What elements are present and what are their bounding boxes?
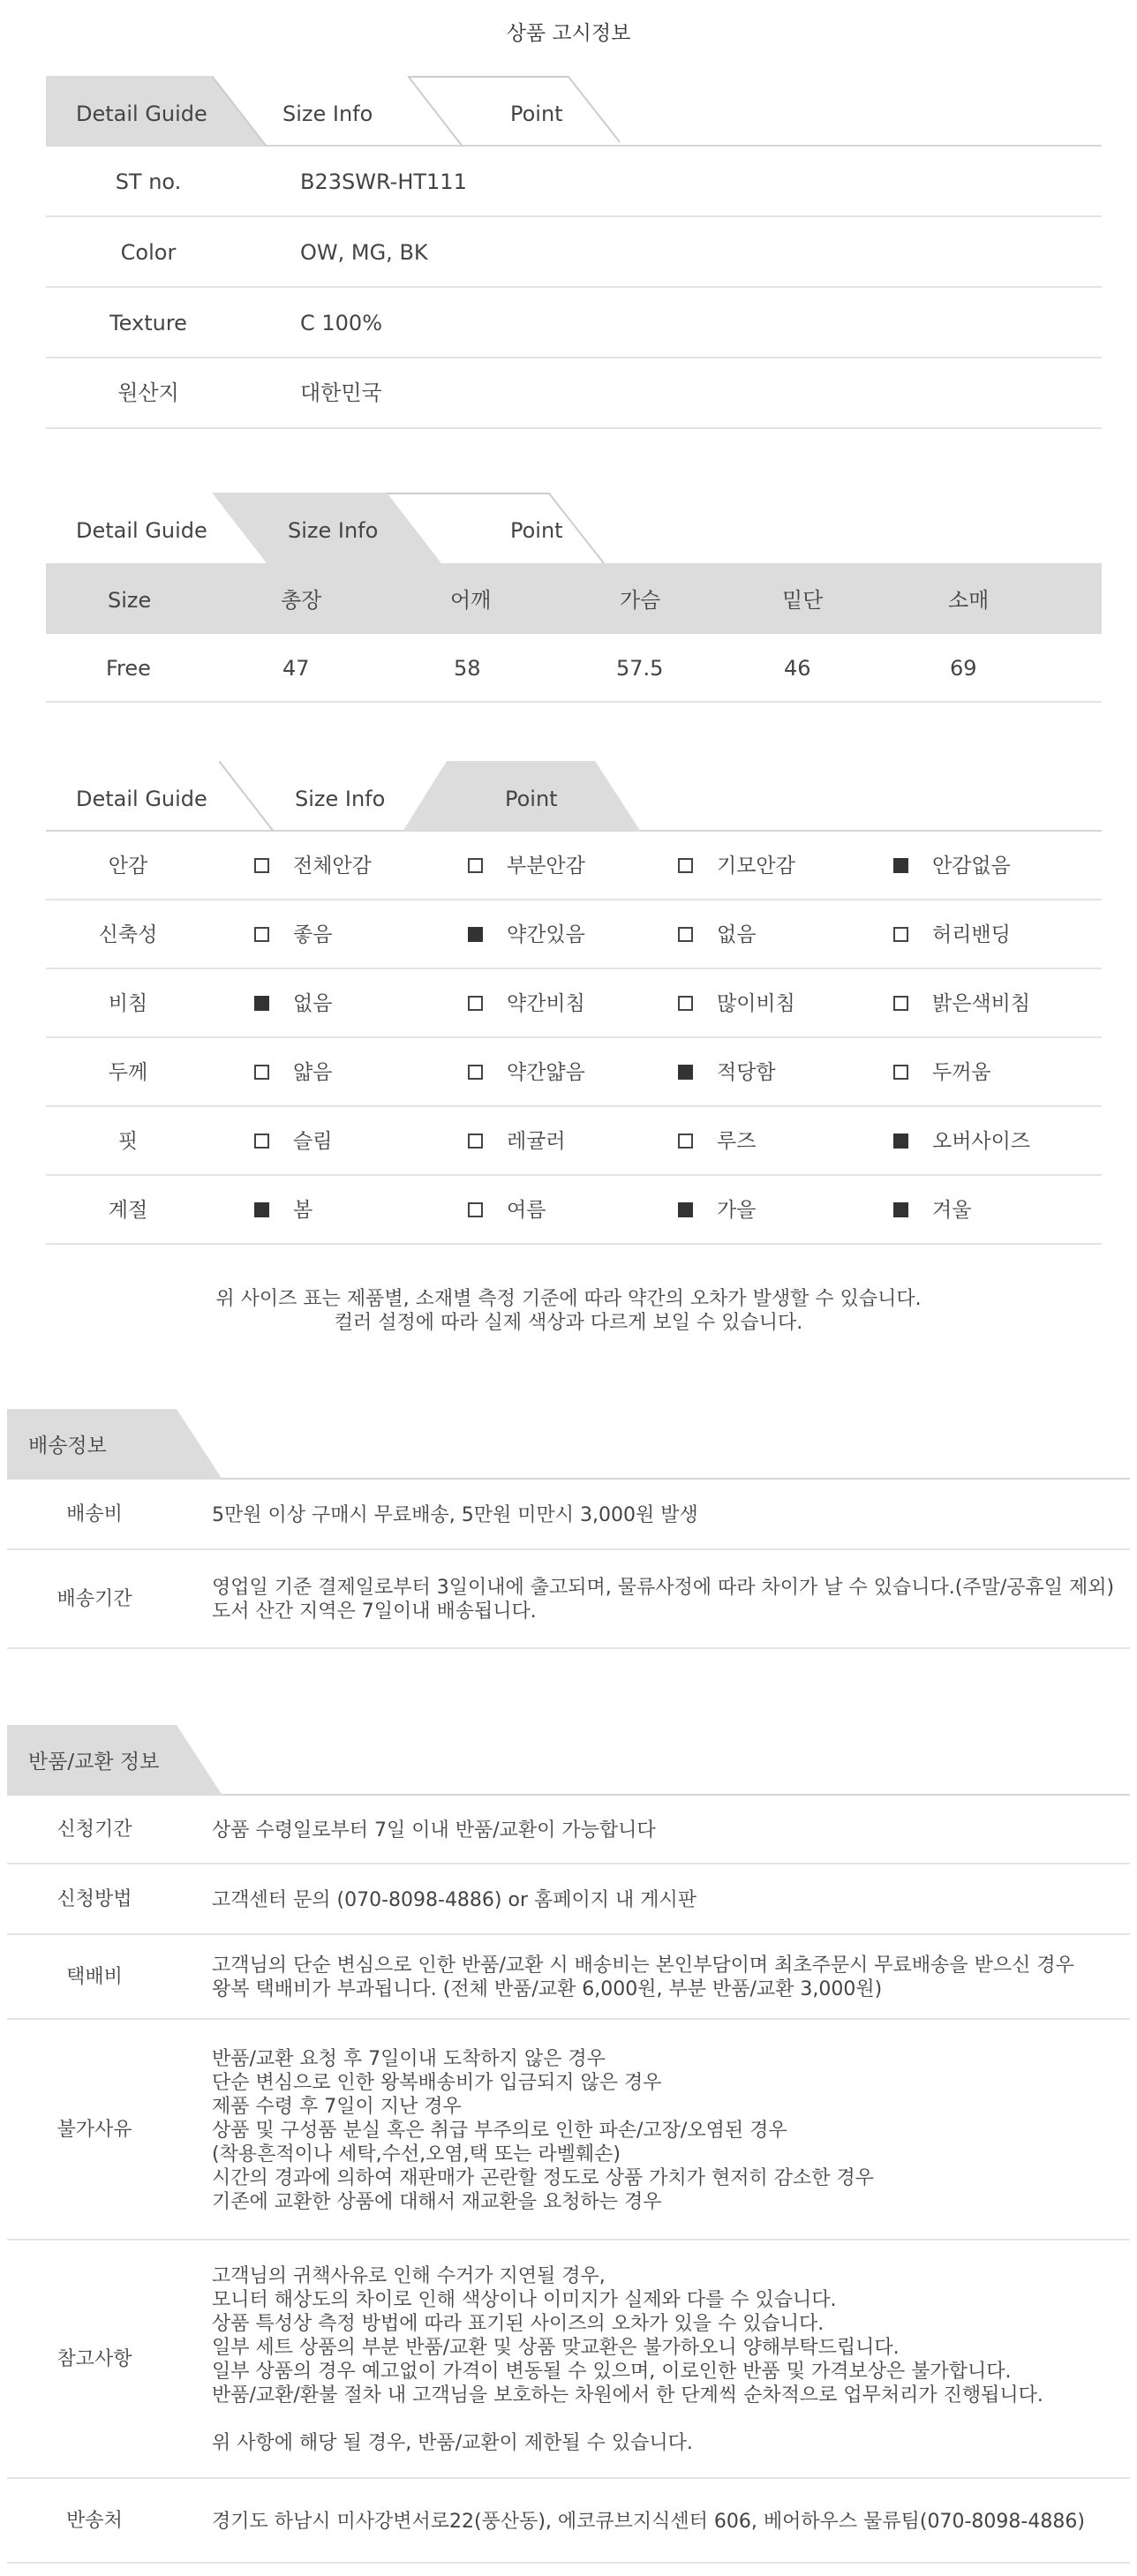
value-line: 일부 세트 상품의 부분 반품/교환 및 상품 맞교환은 불가하오니 양해부탁드립니다.: [212, 2337, 900, 2359]
detail-row: [46, 147, 1102, 217]
point-label: 핏: [117, 1130, 139, 1153]
returns-label: 택배비: [66, 1966, 123, 1988]
detail-value: C 100%: [300, 311, 382, 335]
value-line: 위 사항에 해당 될 경우, 반품/교환이 제한될 수 있습니다.: [212, 2432, 693, 2454]
tab-label: Size Info: [295, 787, 386, 811]
point-option: [678, 1176, 881, 1245]
tab-label: Point: [510, 102, 563, 126]
unchecked-box-icon: [468, 1134, 483, 1149]
point-option: [893, 832, 1096, 900]
returns-label: 신청기간: [56, 1819, 132, 1841]
unchecked-box-icon: [468, 1202, 483, 1217]
shipping-section-header: [7, 1409, 1130, 1480]
unchecked-box-icon: [468, 858, 483, 873]
value-line: [212, 2407, 1121, 2431]
size-header-cell: 가슴: [620, 588, 661, 613]
tab-label: Point: [510, 518, 563, 543]
size-header-cell: 밑단: [782, 588, 824, 613]
value-line: 고객님의 귀책사유로 인해 수거가 지연될 경우,: [212, 2265, 606, 2287]
value-line: 고객센터 문의 (070-8098-4886) or 홈페이지 내 게시판: [212, 1889, 697, 1911]
point-option-label: 봄: [293, 1199, 313, 1222]
point-option: [678, 1107, 881, 1176]
value-line: (착용흔적이나 세탁,수선,오염,택 또는 라벨훼손): [212, 2143, 621, 2165]
unchecked-box-icon: [254, 858, 269, 873]
checked-box-icon: [678, 1202, 693, 1217]
section-title: 배송정보: [28, 1435, 107, 1457]
point-option: [893, 900, 1096, 969]
size-cell: 47: [282, 656, 310, 681]
point-option: [678, 1038, 881, 1107]
value-line: 기존에 교환한 상품에 대해서 재교환을 요청하는 경우: [212, 2191, 662, 2213]
point-option-label: 약간얇음: [507, 1061, 585, 1084]
returns-row: [7, 1864, 1130, 1935]
checked-box-icon: [254, 1202, 269, 1217]
returns-value: [212, 2047, 1121, 2214]
point-option-label: 없음: [717, 923, 757, 946]
returns-row: [7, 2020, 1130, 2241]
returns-row: [7, 2479, 1130, 2564]
point-option-label: 두꺼움: [932, 1061, 991, 1084]
value-line: 상품 및 구성품 분실 혹은 취급 부주의로 인한 파손/고장/오염된 경우: [212, 2120, 787, 2142]
detail-value: OW, MG, BK: [300, 240, 428, 265]
value-line: 상품 특성상 측정 방법에 따라 표기된 사이즈의 오차가 있을 수 있습니다.: [212, 2313, 825, 2335]
checked-box-icon: [893, 1202, 908, 1217]
value-line: 도서 산간 지역은 7일이내 배송됩니다.: [212, 1601, 537, 1623]
detail-label: Texture: [109, 311, 187, 335]
point-option-label: 오버사이즈: [932, 1130, 1031, 1153]
point-option: [254, 1176, 457, 1245]
point-option-label: 약간비침: [507, 992, 585, 1015]
section-title: 반품/교환 정보: [28, 1751, 160, 1774]
point-option: [254, 1107, 457, 1176]
detail-value: 대한민국: [300, 380, 382, 405]
tab-label: Point: [505, 787, 558, 811]
size-table-header: [46, 563, 1102, 634]
unchecked-box-icon: [254, 1065, 269, 1080]
tab-strip-size: [46, 493, 1102, 563]
point-row: [46, 832, 1102, 900]
point-option-label: 겨울: [932, 1199, 972, 1222]
value-line: 시간의 경과에 의하여 재판매가 곤란할 정도로 상품 가치가 현저히 감소한 경우: [212, 2167, 874, 2189]
point-option-label: 약간있음: [507, 923, 585, 946]
value-line: 일부 상품의 경우 예고없이 가격이 변동될 수 있으며, 이로인한 반품 및 가격보상은 불가합니다.: [212, 2361, 1012, 2383]
point-label: 안감: [108, 855, 148, 877]
shipping-value: [212, 1576, 1121, 1623]
point-option: [468, 1038, 671, 1107]
size-cell: 46: [784, 656, 811, 681]
tab-point[interactable]: [403, 761, 650, 832]
checked-box-icon: [678, 1065, 693, 1080]
tab-shape: [387, 493, 616, 563]
point-option: [254, 832, 457, 900]
point-option: [893, 1107, 1096, 1176]
point-option-label: 슬림: [293, 1130, 333, 1153]
point-row: [46, 1038, 1102, 1107]
tab-label: Detail Guide: [76, 787, 207, 811]
checked-box-icon: [468, 927, 483, 942]
point-option-label: 얇음: [293, 1061, 333, 1084]
size-cell: 69: [950, 656, 977, 681]
point-option-label: 전체안감: [293, 855, 372, 877]
shipping-label: 배송비: [66, 1503, 123, 1525]
unchecked-box-icon: [678, 927, 693, 942]
tab-point[interactable]: [408, 76, 620, 147]
returns-label: 신청방법: [56, 1888, 132, 1910]
tab-label: Detail Guide: [76, 518, 207, 543]
point-option-label: 없음: [293, 992, 333, 1015]
point-option-label: 부분안감: [507, 855, 585, 877]
unchecked-box-icon: [468, 996, 483, 1011]
point-option-label: 좋음: [293, 923, 333, 946]
returns-label: 참고사항: [56, 2348, 132, 2370]
point-option: [678, 969, 881, 1038]
size-cell: 58: [454, 656, 481, 681]
returns-row: [7, 2241, 1130, 2479]
value-line: 고객님의 단순 변심으로 인한 반품/교환 시 배송비는 본인부담이며 최초주문시 무료배송을 받으신 경우: [212, 1955, 1074, 1977]
point-option-label: 안감없음: [932, 855, 1011, 877]
size-cell: 57.5: [616, 656, 664, 681]
tab-label: Size Info: [282, 102, 373, 126]
shipping-row: [7, 1480, 1130, 1550]
point-option: [468, 900, 671, 969]
tab-label: Size Info: [288, 518, 379, 543]
unchecked-box-icon: [678, 1134, 693, 1149]
point-option: [893, 1176, 1096, 1245]
detail-row: [46, 217, 1102, 288]
returns-label: 불가사유: [56, 2119, 132, 2141]
shipping-row: [7, 1550, 1130, 1649]
shipping-value: [212, 1503, 1121, 1527]
point-option: [254, 969, 457, 1038]
returns-row: [7, 1935, 1130, 2020]
detail-row: [46, 358, 1102, 429]
returns-value: [212, 1954, 1121, 2001]
point-row: [46, 900, 1102, 969]
tab-point[interactable]: [387, 493, 616, 563]
value-line: 단순 변심으로 인한 왕복배송비가 입금되지 않은 경우: [212, 2072, 662, 2094]
value-line: 왕복 택배비가 부과됩니다. (전체 반품/교환 6,000원, 부분 반품/교환 3,000원): [212, 1978, 883, 2000]
point-option: [254, 1038, 457, 1107]
point-row: [46, 1176, 1102, 1245]
point-option-label: 적당함: [717, 1061, 776, 1084]
unchecked-box-icon: [678, 996, 693, 1011]
value-line: 제품 수령 후 7일이 지난 경우: [212, 2096, 462, 2118]
point-option-label: 여름: [507, 1199, 546, 1222]
unchecked-box-icon: [254, 927, 269, 942]
point-option-label: 기모안감: [717, 855, 795, 877]
shipping-label: 배송기간: [56, 1588, 132, 1610]
returns-value: [212, 2510, 1121, 2534]
point-option-label: 허리밴딩: [932, 923, 1011, 946]
point-label: 신축성: [98, 923, 158, 946]
unchecked-box-icon: [893, 996, 908, 1011]
unchecked-box-icon: [254, 1134, 269, 1149]
checked-box-icon: [893, 858, 908, 873]
returns-value: [212, 1819, 1121, 1842]
tab-strip-detail: [46, 76, 1102, 147]
point-option: [468, 1107, 671, 1176]
notice-line: 위 사이즈 표는 제품별, 소재별 측정 기준에 따라 약간의 오차가 발생할 수 있습니다.: [215, 1288, 922, 1310]
point-option-label: 많이비침: [717, 992, 795, 1015]
returns-value: [212, 2264, 1121, 2455]
point-option: [678, 900, 881, 969]
value-line: 반품/교환/환불 절차 내 고객님을 보호하는 차원에서 한 단계씩 순차적으로 업무처리가 진행됩니다.: [212, 2384, 1043, 2407]
point-option-label: 밝은색비침: [932, 992, 1031, 1015]
size-cell: Free: [106, 656, 151, 681]
point-option-label: 루즈: [717, 1130, 757, 1153]
unchecked-box-icon: [893, 1065, 908, 1080]
detail-label: Color: [120, 240, 177, 265]
detail-label: ST no.: [115, 169, 182, 194]
size-table-row: [46, 634, 1102, 703]
notice-line: 컬러 설정에 따라 실제 색상과 다르게 보일 수 있습니다.: [334, 1312, 803, 1334]
returns-section-header: [7, 1725, 1130, 1796]
point-option: [254, 900, 457, 969]
value-line: 5만원 이상 구매시 무료배송, 5만원 미만시 3,000원 발생: [212, 1504, 698, 1526]
page-title: 상품 고시정보: [506, 22, 631, 45]
point-row: [46, 969, 1102, 1038]
point-label: 비침: [108, 992, 148, 1015]
returns-label: 반송처: [66, 2510, 123, 2532]
checked-box-icon: [893, 1134, 908, 1149]
value-line: 영업일 기준 결제일로부터 3일이내에 출고되며, 물류사정에 따라 차이가 날 수 있습니다.(주말/공휴일 제외): [212, 1577, 1115, 1599]
unchecked-box-icon: [468, 1065, 483, 1080]
value-line: 경기도 하남시 미사강변서로22(풍산동), 에코큐브지식센터 606, 베어하우스 물류팀(070-8098-4886): [212, 2511, 1085, 2533]
point-label: 두께: [108, 1061, 148, 1084]
unchecked-box-icon: [678, 858, 693, 873]
point-option: [893, 1038, 1096, 1107]
point-option: [678, 832, 881, 900]
value-line: 반품/교환 요청 후 7일이내 도착하지 않은 경우: [212, 2048, 606, 2070]
size-notice: [0, 1287, 1137, 1335]
unchecked-box-icon: [893, 927, 908, 942]
detail-row: [46, 288, 1102, 358]
point-option: [468, 1176, 671, 1245]
tab-strip-point: [46, 761, 1102, 832]
point-option-label: 레귤러: [507, 1130, 566, 1153]
tab-label: Detail Guide: [76, 102, 207, 126]
returns-value: [212, 1888, 1121, 1912]
returns-row: [7, 1796, 1130, 1864]
size-header-cell: 총장: [281, 588, 322, 613]
tab-size-info[interactable]: [212, 76, 441, 147]
size-header-cell: 소매: [948, 588, 990, 613]
size-header-cell: 어깨: [450, 588, 492, 613]
point-option-label: 가을: [717, 1199, 757, 1222]
point-label: 계절: [108, 1199, 148, 1222]
point-row: [46, 1107, 1102, 1176]
detail-label: 원산지: [117, 380, 179, 405]
size-header-cell: Size: [108, 588, 152, 613]
point-option: [468, 832, 671, 900]
detail-value: B23SWR-HT111: [300, 169, 467, 194]
point-option: [468, 969, 671, 1038]
value-line: 모니터 해상도의 차이로 인해 색상이나 이미지가 실제와 다를 수 있습니다.: [212, 2289, 837, 2311]
value-line: 상품 수령일로부터 7일 이내 반품/교환이 가능합니다: [212, 1819, 656, 1842]
point-option: [893, 969, 1096, 1038]
checked-box-icon: [254, 996, 269, 1011]
